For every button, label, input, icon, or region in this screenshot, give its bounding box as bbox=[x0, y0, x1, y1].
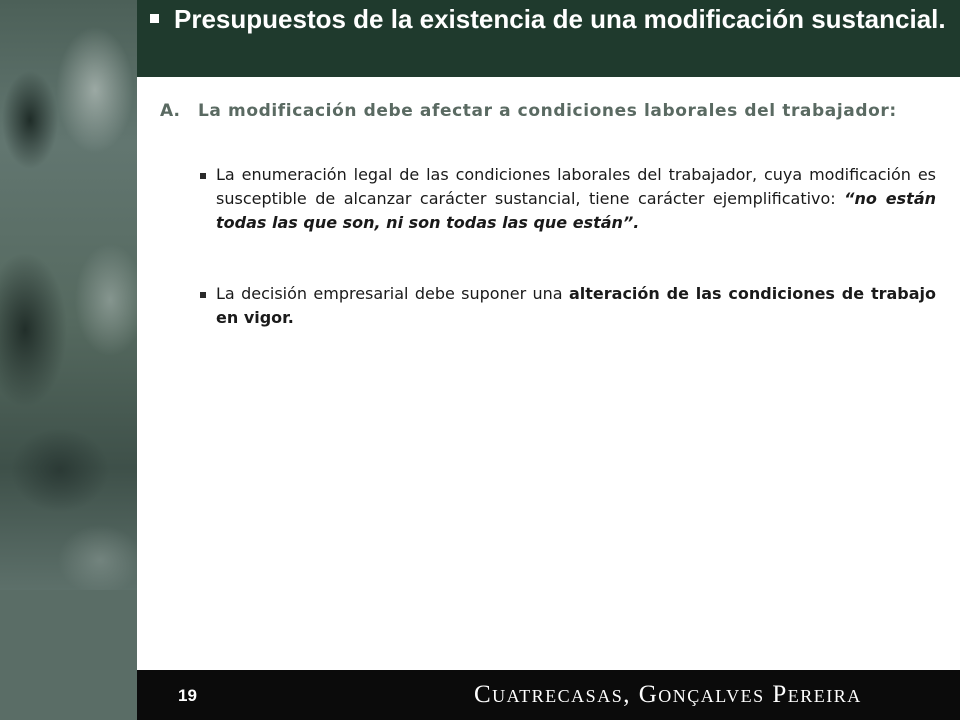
square-bullet-icon bbox=[200, 173, 206, 179]
bullet-text: La enumeración legal de las condiciones laborales del trabajador, cuya modificación es susceptible de alcanzar carácter sustancial, tiene carácter ejemplificativo: bbox=[216, 165, 936, 208]
title-bullet-icon bbox=[150, 14, 159, 23]
list-item bbox=[160, 163, 936, 235]
bullet-emphasis: “no están todas las que son, ni son todas las que están”. bbox=[216, 189, 936, 232]
section-marker: A. bbox=[160, 101, 180, 121]
footer-left-panel bbox=[0, 670, 137, 720]
slide-title: Presupuestos de la existencia de una modificación sustancial. bbox=[174, 4, 946, 34]
list-item bbox=[160, 282, 936, 330]
slide-content bbox=[160, 98, 936, 330]
bullet-emphasis: alteración de las condiciones de trabajo en vigor. bbox=[216, 284, 937, 327]
square-bullet-icon bbox=[200, 292, 206, 298]
bullet-text: La decisión empresarial debe suponer una bbox=[216, 284, 569, 303]
sidebar-photo-lower bbox=[0, 590, 137, 670]
bullet-paragraph bbox=[216, 163, 936, 235]
section-heading-row bbox=[160, 98, 936, 125]
firm-name: Cuatrecasas, Gonçalves Pereira bbox=[474, 681, 862, 708]
bullet-paragraph bbox=[216, 282, 936, 330]
page-number: 19 bbox=[178, 686, 197, 705]
section-heading: La modificación debe afectar a condiciones laborales del trabajador: bbox=[198, 101, 897, 121]
